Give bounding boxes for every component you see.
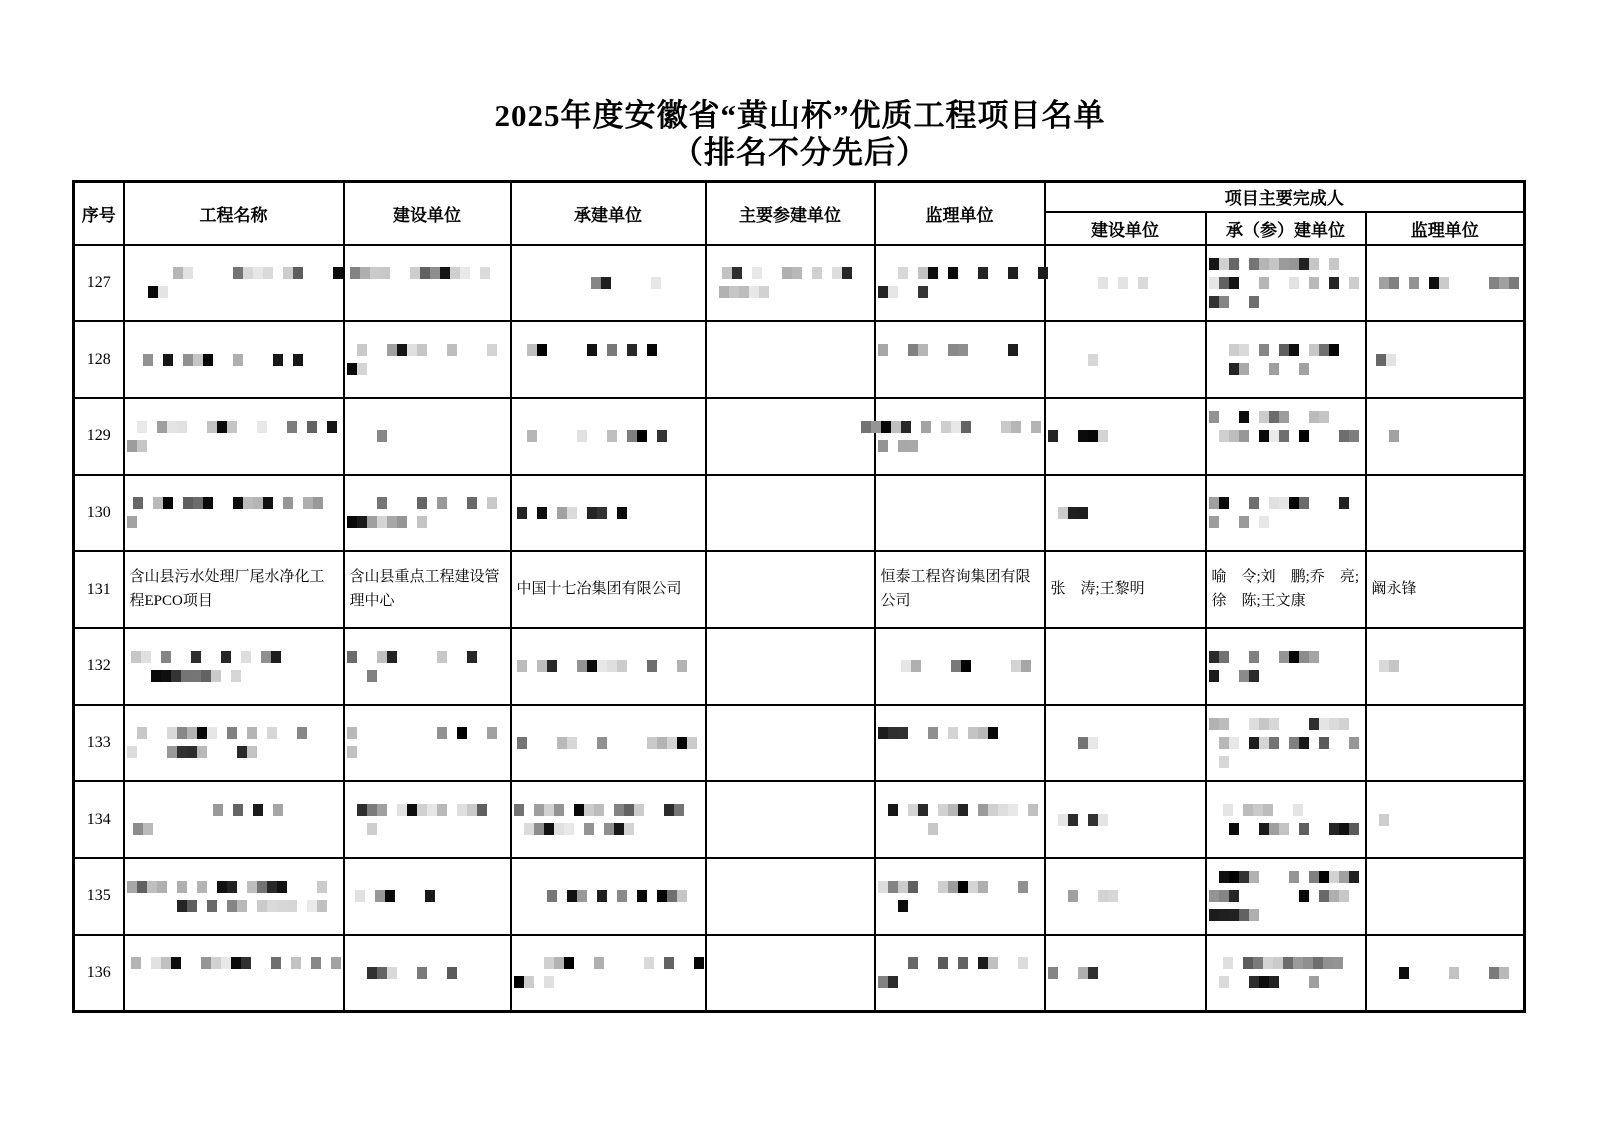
- cell-completers-construction: [1045, 551, 1206, 628]
- cell-supervision-unit: [875, 475, 1045, 552]
- cell-contracting-unit: [511, 321, 706, 398]
- mosaic-line: [350, 286, 508, 298]
- col-header-completers-supervision: 监理单位: [1366, 212, 1525, 245]
- cell-completers-contracting: [1206, 935, 1366, 1012]
- cell-participating-units: [706, 398, 875, 475]
- table-row: [74, 321, 1525, 398]
- cell-project-name: [124, 551, 344, 628]
- cell-participating-units: [706, 245, 875, 322]
- redacted-content: [1207, 804, 1365, 835]
- mosaic-line: [1369, 660, 1522, 672]
- mosaic-line: [1209, 871, 1363, 883]
- mosaic-line: [131, 957, 341, 969]
- cell-supervision-unit: [875, 781, 1045, 858]
- cell-construction-unit: [344, 705, 511, 782]
- cell-project-name: [124, 935, 344, 1012]
- cell-supervision-unit: [875, 935, 1045, 1012]
- mosaic-line: [514, 957, 703, 969]
- redacted-content: [876, 881, 1044, 912]
- mosaic-line: [133, 804, 341, 816]
- table-row: [74, 935, 1525, 1012]
- cell-completers-construction: [1045, 705, 1206, 782]
- cell-contracting-unit: [511, 245, 706, 322]
- cell-text: 恒泰工程咨询集团有限公司: [880, 569, 1031, 609]
- mosaic-line: [878, 823, 1042, 835]
- mosaic-line: [1209, 756, 1363, 768]
- cell-supervision-unit: [875, 398, 1045, 475]
- mosaic-line: [1209, 516, 1363, 528]
- cell-completers-supervision: [1366, 475, 1525, 552]
- redacted-content: [1207, 258, 1365, 308]
- mosaic-line: [347, 497, 508, 509]
- cell-supervision-unit: [875, 858, 1045, 935]
- redacted-content: [345, 344, 510, 375]
- mosaic-line: [127, 900, 341, 912]
- mosaic-line: [347, 967, 508, 979]
- mosaic-line: [1369, 737, 1522, 749]
- redacted-content: [1046, 354, 1205, 366]
- mosaic-line: [127, 727, 341, 739]
- table-row: [74, 245, 1525, 322]
- row-number: 134: [74, 781, 124, 858]
- cell-text: 中国十七冶集团有限公司: [516, 580, 682, 597]
- mosaic-line: [133, 354, 341, 366]
- redacted-content: [1046, 507, 1205, 519]
- col-header-completers-construction: 建设单位: [1045, 212, 1206, 245]
- mosaic-line: [517, 507, 702, 519]
- mosaic-line: [1209, 363, 1363, 375]
- mosaic-line: [127, 440, 341, 452]
- cell-project-name: [124, 705, 344, 782]
- mosaic-line: [347, 746, 508, 758]
- cell-supervision-unit: [875, 321, 1045, 398]
- redacted-content: [876, 267, 1044, 298]
- cell-contracting-unit: [511, 935, 706, 1012]
- mosaic-line: [1048, 737, 1203, 749]
- cell-construction-unit: [344, 628, 511, 705]
- redacted-content: [125, 881, 343, 912]
- cell-completers-contracting: [1206, 705, 1366, 782]
- mosaic-line: [347, 651, 508, 663]
- mosaic-line: [1369, 814, 1522, 826]
- mosaic-line: [517, 737, 702, 749]
- mosaic-line: [133, 823, 341, 835]
- mosaic-line: [881, 660, 1042, 672]
- cell-contracting-unit: [511, 628, 706, 705]
- cell-contracting-unit: [511, 551, 706, 628]
- cell-completers-contracting: [1206, 628, 1366, 705]
- mosaic-line: [1048, 354, 1203, 366]
- cell-supervision-unit: [875, 551, 1045, 628]
- mosaic-line: [1209, 411, 1363, 423]
- mosaic-line: [347, 363, 508, 375]
- mosaic-line: [1209, 344, 1363, 356]
- redacted-content: [1046, 814, 1205, 826]
- cell-completers-contracting: [1206, 858, 1366, 935]
- cell-completers-contracting: [1206, 321, 1366, 398]
- cell-participating-units: [706, 935, 875, 1012]
- redacted-content: [1207, 718, 1365, 768]
- redacted-content: [1367, 737, 1524, 749]
- redacted-content: [1367, 430, 1524, 442]
- cell-construction-unit: [344, 551, 511, 628]
- mosaic-line: [712, 267, 872, 279]
- mosaic-line: [1209, 737, 1363, 749]
- cell-construction-unit: [344, 398, 511, 475]
- cell-participating-units: [706, 781, 875, 858]
- cell-completers-supervision: [1366, 245, 1525, 322]
- col-header-participating-units: 主要参建单位: [706, 182, 875, 245]
- redacted-content: [345, 497, 510, 528]
- redacted-content: [876, 804, 1044, 835]
- page-title-line2: （排名不分先后）: [672, 135, 928, 170]
- mosaic-line: [1209, 890, 1363, 902]
- mosaic-line: [131, 651, 341, 663]
- mosaic-line: [347, 670, 508, 682]
- mosaic-line: [131, 670, 341, 682]
- redacted-content: [1207, 344, 1365, 375]
- page-title: [0, 97, 1600, 171]
- table-row: [74, 475, 1525, 552]
- col-header-completers-contracting: 承（参）建单位: [1206, 212, 1366, 245]
- mosaic-line: [878, 976, 1042, 988]
- cell-supervision-unit: [875, 705, 1045, 782]
- redacted-content: [1207, 871, 1365, 921]
- cell-completers-contracting: [1206, 475, 1366, 552]
- row-number: 135: [74, 858, 124, 935]
- page-title-line1: 2025年度安徽省“黄山杯”优质工程项目名单: [494, 98, 1106, 133]
- mosaic-line: [1209, 718, 1363, 730]
- redacted-content: [125, 354, 343, 366]
- mosaic-line: [127, 516, 341, 528]
- redacted-content: [345, 727, 510, 758]
- cell-completers-supervision: [1366, 705, 1525, 782]
- redacted-content: [125, 421, 343, 452]
- redacted-content: [707, 267, 874, 298]
- mosaic-line: [878, 804, 1042, 816]
- mosaic-line: [1209, 296, 1363, 308]
- redacted-content: [1046, 967, 1205, 979]
- cell-completers-supervision: [1366, 858, 1525, 935]
- redacted-content: [345, 890, 510, 902]
- cell-contracting-unit: [511, 858, 706, 935]
- cell-contracting-unit: [511, 705, 706, 782]
- cell-completers-supervision: [1366, 935, 1525, 1012]
- cell-project-name: [124, 858, 344, 935]
- redacted-content: [1367, 354, 1524, 366]
- cell-completers-construction: [1045, 858, 1206, 935]
- redacted-content: [512, 890, 705, 902]
- cell-project-name: [124, 781, 344, 858]
- redacted-content: [512, 660, 705, 672]
- table-row: [74, 398, 1525, 475]
- cell-completers-construction: [1045, 321, 1206, 398]
- table-header: [74, 182, 1525, 245]
- redacted-content: [125, 651, 343, 682]
- table-row: [74, 551, 1525, 628]
- redacted-content: [512, 804, 705, 835]
- mosaic-line: [1213, 804, 1362, 816]
- redacted-content: [1367, 814, 1524, 826]
- mosaic-line: [517, 660, 702, 672]
- mosaic-line: [1369, 967, 1522, 979]
- cell-participating-units: [706, 858, 875, 935]
- cell-participating-units: [706, 321, 875, 398]
- mosaic-line: [1209, 430, 1363, 442]
- mosaic-line: [1209, 909, 1363, 921]
- row-number: 128: [74, 321, 124, 398]
- mosaic-line: [517, 430, 702, 442]
- redacted-content: [876, 344, 1044, 375]
- cell-project-name: [124, 398, 344, 475]
- redacted-content: [1046, 430, 1205, 442]
- redacted-content: [876, 727, 1044, 758]
- mosaic-line: [350, 267, 508, 279]
- mosaic-line: [878, 727, 1042, 739]
- cell-completers-supervision: [1366, 551, 1525, 628]
- mosaic-line: [1213, 957, 1362, 969]
- mosaic-line: [709, 286, 872, 298]
- cell-completers-supervision: [1366, 628, 1525, 705]
- row-number: 131: [74, 551, 124, 628]
- mosaic-line: [127, 421, 341, 433]
- redacted-content: [1367, 967, 1524, 979]
- mosaic-line: [878, 881, 1042, 893]
- redacted-content: [876, 957, 1044, 988]
- redacted-content: [1046, 737, 1205, 749]
- mosaic-line: [355, 890, 508, 902]
- redacted-content: [512, 737, 705, 749]
- cell-text: 含山县重点工程建设管理中心: [349, 569, 500, 609]
- cell-supervision-unit: [875, 628, 1045, 705]
- redacted-content: [1207, 411, 1365, 461]
- mosaic-line: [1209, 497, 1363, 509]
- mosaic-line: [1376, 354, 1521, 366]
- mosaic-line: [1048, 507, 1203, 519]
- mosaic-line: [127, 976, 341, 988]
- mosaic-line: [1048, 890, 1203, 902]
- mosaic-line: [1209, 670, 1363, 682]
- cell-completers-contracting: [1206, 398, 1366, 475]
- col-header-contracting-unit: 承建单位: [511, 182, 706, 245]
- cell-completers-supervision: [1366, 398, 1525, 475]
- redacted-content: [1367, 660, 1524, 672]
- cell-participating-units: [706, 475, 875, 552]
- mosaic-line: [1209, 449, 1363, 461]
- mosaic-line: [127, 746, 341, 758]
- table-row: [74, 628, 1525, 705]
- cell-contracting-unit: [511, 781, 706, 858]
- mosaic-line: [1048, 430, 1203, 442]
- redacted-content: [125, 804, 343, 835]
- mosaic-line: [347, 344, 508, 356]
- cell-completers-construction: [1045, 935, 1206, 1012]
- row-number: 127: [74, 245, 124, 322]
- mosaic-line: [514, 976, 703, 988]
- mosaic-line: [127, 881, 341, 893]
- redacted-content: [125, 267, 343, 298]
- mosaic-line: [347, 804, 508, 816]
- redacted-content: [1046, 277, 1205, 289]
- cell-construction-unit: [344, 475, 511, 552]
- mosaic-line: [1369, 430, 1522, 442]
- row-number: 136: [74, 935, 124, 1012]
- redacted-content: [512, 277, 705, 289]
- cell-contracting-unit: [511, 475, 706, 552]
- redacted-content: [1207, 497, 1365, 528]
- cell-completers-supervision: [1366, 321, 1525, 398]
- mosaic-line: [347, 430, 508, 442]
- redacted-content: [876, 660, 1044, 672]
- mosaic-line: [1369, 277, 1522, 289]
- cell-completers-construction: [1045, 245, 1206, 322]
- row-number: 133: [74, 705, 124, 782]
- redacted-content: [125, 727, 343, 758]
- row-number: 129: [74, 398, 124, 475]
- redacted-content: [1367, 277, 1524, 289]
- redacted-content: [345, 967, 510, 979]
- cell-participating-units: [706, 705, 875, 782]
- mosaic-line: [1209, 258, 1363, 270]
- cell-completers-contracting: [1206, 245, 1366, 322]
- projects-table: [72, 180, 1526, 1013]
- redacted-content: [1207, 651, 1365, 682]
- mosaic-line: [878, 746, 1042, 758]
- row-number: 130: [74, 475, 124, 552]
- mosaic-line: [514, 823, 703, 835]
- col-header-completers-group: 项目主要完成人: [1045, 182, 1525, 212]
- redacted-content: [125, 957, 343, 988]
- cell-completers-construction: [1045, 398, 1206, 475]
- mosaic-line: [1209, 277, 1363, 289]
- cell-project-name: [124, 475, 344, 552]
- redacted-content: [1046, 890, 1205, 902]
- cell-text: 阚永锋: [1371, 580, 1417, 597]
- mosaic-line: [878, 957, 1042, 969]
- redacted-content: [876, 421, 1044, 452]
- cell-contracting-unit: [511, 398, 706, 475]
- cell-participating-units: [706, 628, 875, 705]
- cell-construction-unit: [344, 858, 511, 935]
- redacted-content: [345, 651, 510, 682]
- redacted-content: [512, 957, 705, 988]
- mosaic-line: [133, 267, 341, 279]
- cell-participating-units: [706, 551, 875, 628]
- table-row: [74, 705, 1525, 782]
- mosaic-line: [148, 286, 341, 298]
- mosaic-line: [1048, 814, 1203, 826]
- mosaic-line: [861, 421, 1041, 433]
- mosaic-line: [1209, 976, 1363, 988]
- cell-completers-construction: [1045, 628, 1206, 705]
- col-header-supervision-unit: 监理单位: [875, 182, 1045, 245]
- redacted-content: [1207, 957, 1365, 988]
- mosaic-line: [1209, 823, 1363, 835]
- cell-project-name: [124, 245, 344, 322]
- mosaic-line: [1048, 967, 1203, 979]
- mosaic-line: [347, 516, 508, 528]
- cell-completers-contracting: [1206, 551, 1366, 628]
- cell-project-name: [124, 321, 344, 398]
- mosaic-line: [878, 286, 1042, 298]
- redacted-content: [345, 804, 510, 835]
- redacted-content: [512, 507, 705, 519]
- mosaic-line: [551, 277, 702, 289]
- mosaic-line: [1209, 651, 1363, 663]
- mosaic-line: [133, 497, 341, 509]
- col-header-construction-unit: 建设单位: [344, 182, 511, 245]
- table-row: [74, 858, 1525, 935]
- cell-construction-unit: [344, 245, 511, 322]
- table-row: [74, 781, 1525, 858]
- mosaic-line: [878, 900, 1042, 912]
- mosaic-line: [517, 890, 702, 902]
- mosaic-line: [878, 344, 1042, 356]
- cell-text: 含山县污水处理厂尾水净化工程EPCO项目: [129, 569, 325, 609]
- cell-construction-unit: [344, 781, 511, 858]
- mosaic-line: [1048, 277, 1203, 289]
- mosaic-line: [878, 363, 1042, 375]
- mosaic-line: [514, 804, 703, 816]
- row-number: 132: [74, 628, 124, 705]
- cell-construction-unit: [344, 935, 511, 1012]
- cell-project-name: [124, 628, 344, 705]
- cell-completers-contracting: [1206, 781, 1366, 858]
- col-header-project-name: 工程名称: [124, 182, 344, 245]
- redacted-content: [512, 430, 705, 442]
- cell-completers-construction: [1045, 475, 1206, 552]
- mosaic-line: [347, 727, 508, 739]
- redacted-content: [345, 430, 510, 442]
- mosaic-line: [347, 823, 508, 835]
- mosaic-line: [878, 440, 1042, 452]
- mosaic-line: [878, 267, 1042, 279]
- cell-text: 喻 令;刘 鹏;乔 亮;徐 陈;王文康: [1211, 569, 1360, 609]
- cell-completers-supervision: [1366, 781, 1525, 858]
- col-header-index: 序号: [74, 182, 124, 245]
- cell-completers-construction: [1045, 781, 1206, 858]
- redacted-content: [345, 267, 510, 298]
- cell-text: 张 涛;王黎明: [1050, 580, 1145, 597]
- redacted-content: [125, 497, 343, 528]
- cell-construction-unit: [344, 321, 511, 398]
- cell-supervision-unit: [875, 245, 1045, 322]
